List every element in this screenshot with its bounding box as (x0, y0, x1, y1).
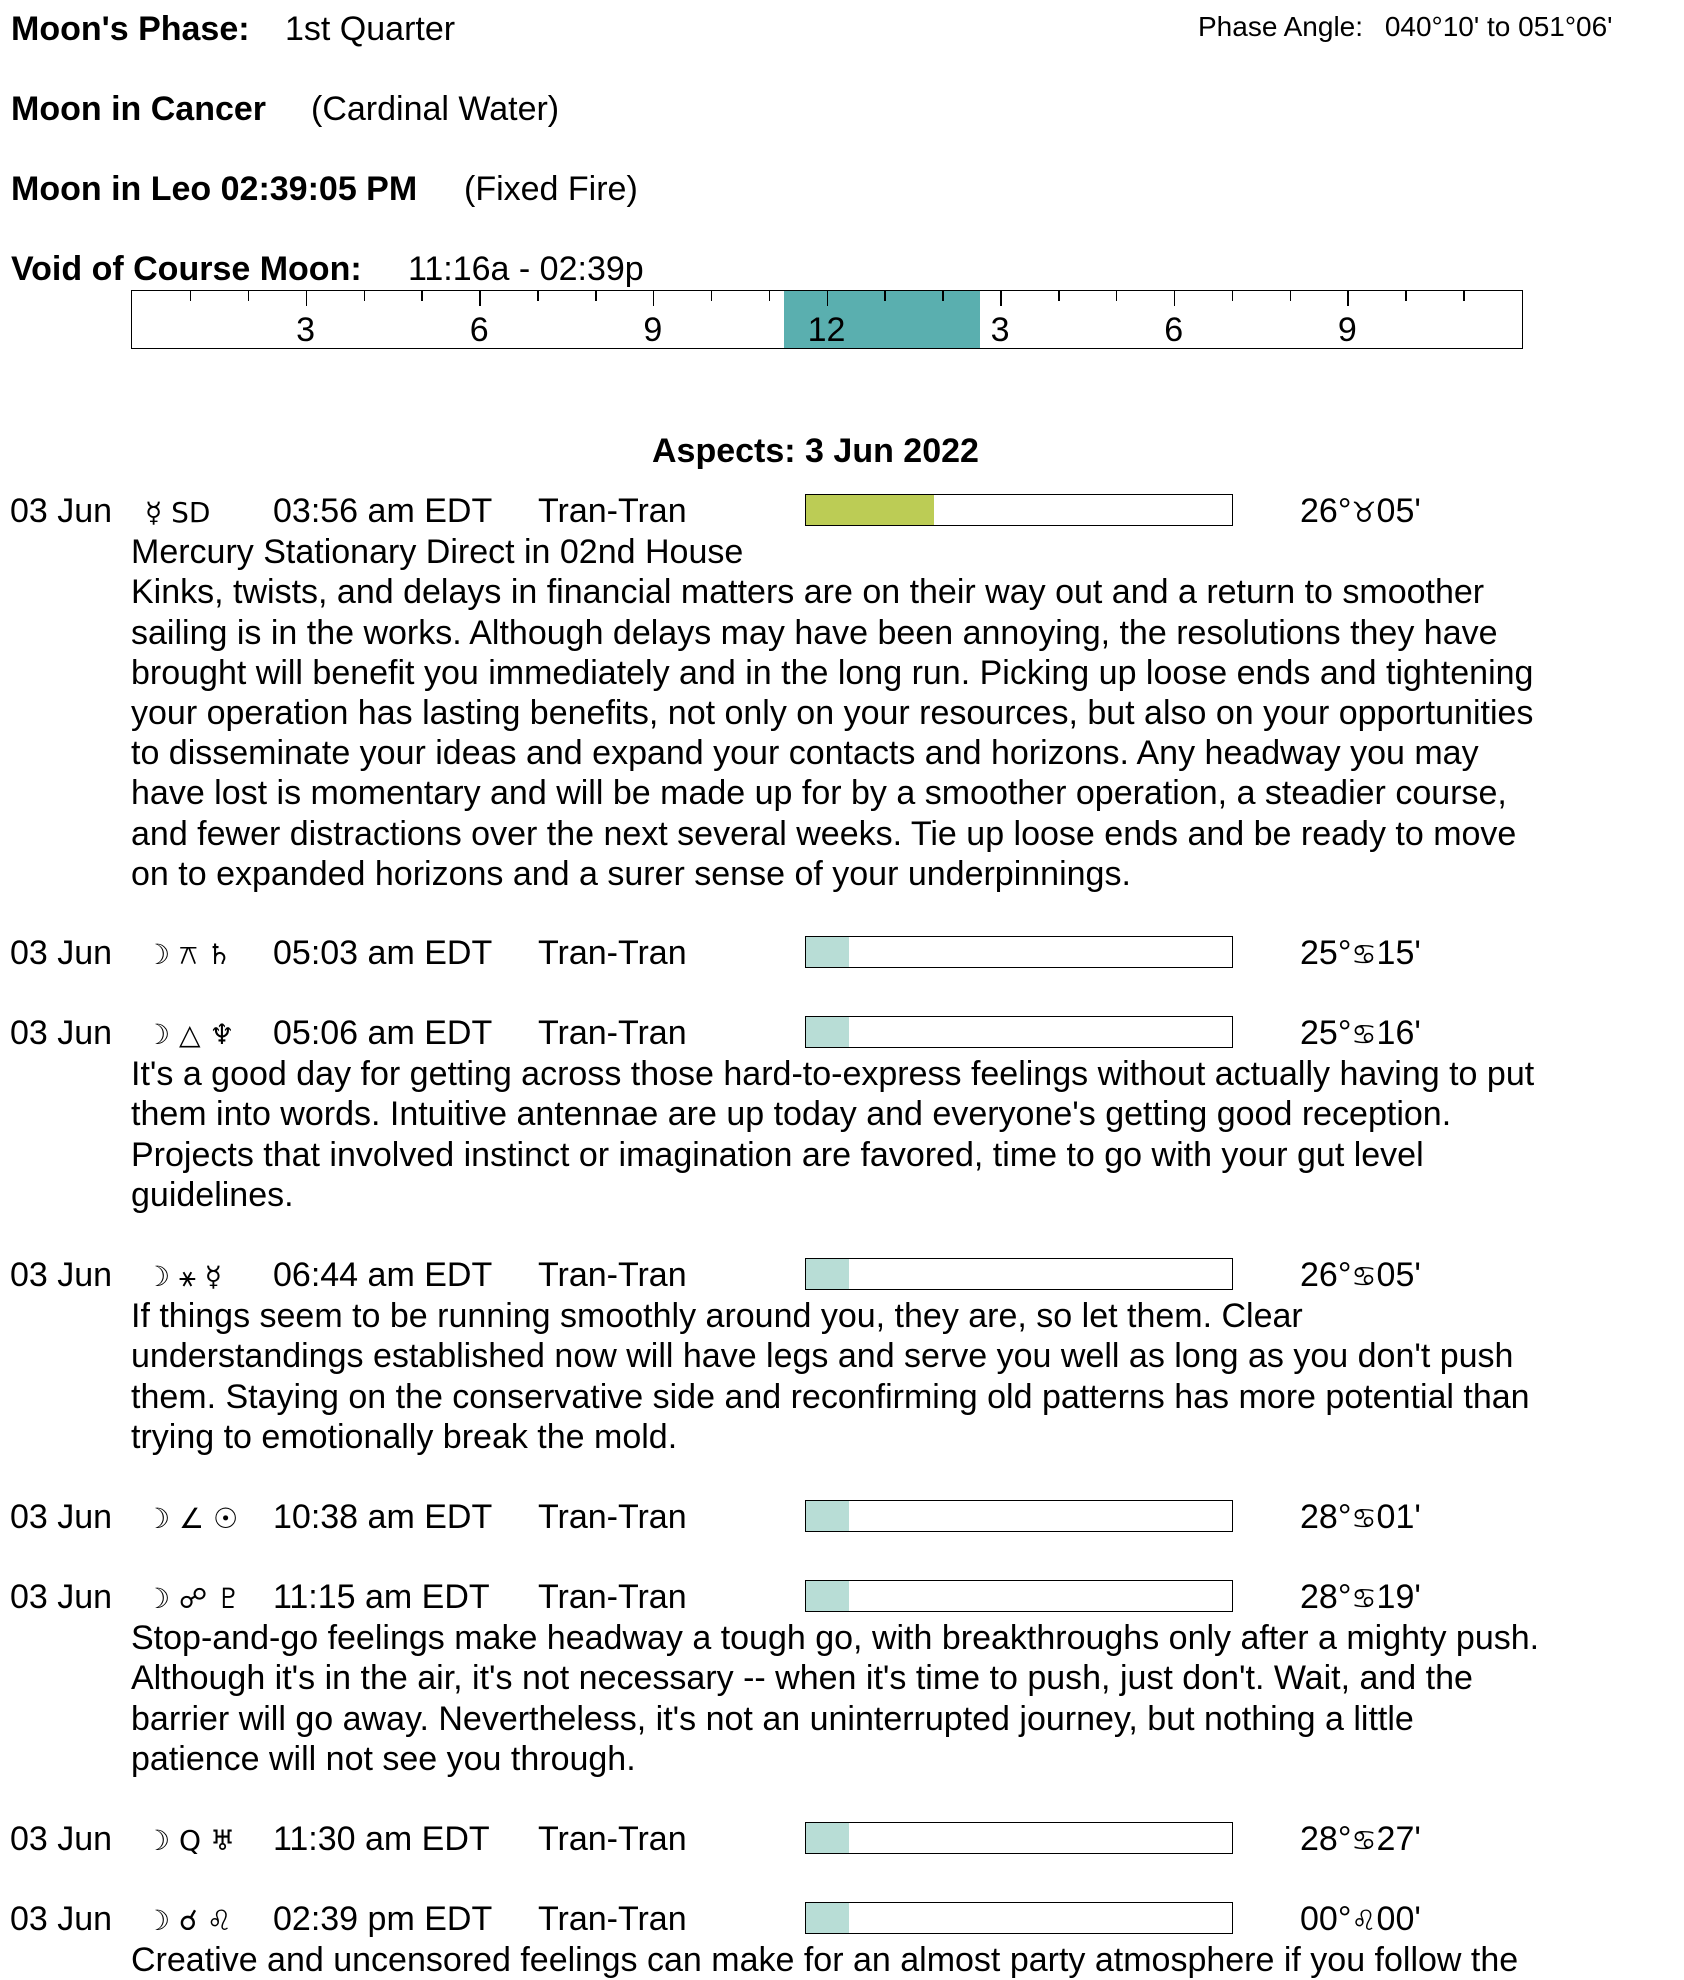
timeline-hour-label: 3 (990, 311, 1010, 349)
aspect-text-line: Creative and uncensored feelings can make for an almost party atmosphere if you follow the (131, 1941, 1519, 1980)
cancer-icon: ♋ (1351, 938, 1377, 971)
aspect-strength-bar (805, 936, 1233, 968)
aspect-text-line: barrier will go away. Nevertheless, it's not an uninterrupted journey, but nothing a little (131, 1699, 1414, 1738)
aspect-description (131, 1296, 1631, 1457)
cancer-icon: ♋ (1351, 1260, 1377, 1293)
cancer-icon: ♋ (1351, 1018, 1377, 1051)
aspect-position (1300, 1900, 1421, 1939)
timeline-hour-label: 3 (296, 311, 316, 349)
position-degrees: 00° (1300, 1900, 1352, 1938)
aspect-strength-fill (806, 1823, 849, 1853)
aspect-entry (0, 1820, 1684, 1860)
timeline-tick (827, 291, 829, 306)
aspect-text-line: understandings established now will have legs and serve you well as long as you don't push (131, 1337, 1514, 1376)
aspect-date: 03 Jun (10, 1014, 113, 1052)
phase-angle-value: 040°10' to 051°06' (1384, 11, 1613, 42)
void-of-course-label: Void of Course Moon: (11, 250, 362, 288)
aspect-time: 03:56 am EDT (273, 492, 493, 530)
aspect-text-line: It's a good day for getting across those hard-to-express feelings without actually having to put (131, 1055, 1535, 1094)
timeline-tick (1232, 291, 1234, 301)
moon-phase-label: Moon's Phase: (11, 10, 250, 48)
aspect-type: Tran-Tran (538, 1578, 687, 1616)
cancer-icon: ♋ (1351, 1582, 1377, 1615)
aspect-time: 05:03 am EDT (273, 934, 493, 972)
aspect-type: Tran-Tran (538, 1014, 687, 1052)
timeline-tick (653, 291, 655, 306)
aspect-entry (0, 1014, 1684, 1214)
aspect-row (0, 1578, 1684, 1618)
aspect-entry (0, 1900, 1684, 1980)
moon-sign-2-value: (Fixed Fire) (464, 170, 638, 208)
timeline-hour-label: 6 (469, 311, 489, 349)
aspect-entry (0, 1578, 1684, 1778)
position-degrees: 26° (1300, 492, 1352, 530)
timeline-tick (479, 291, 481, 306)
aspect-position (1300, 1256, 1421, 1295)
aspect-row (0, 492, 1684, 532)
position-minutes: 16' (1376, 1014, 1421, 1052)
moon-sign-1-label: Moon in Cancer (11, 90, 267, 128)
aspect-date: 03 Jun (10, 934, 113, 972)
aspect-row (0, 1498, 1684, 1538)
aspect-glyphs: ☽ ☌ ♌ (145, 1904, 232, 1937)
aspect-position (1300, 1498, 1421, 1537)
aspect-headline: Mercury Stationary Direct in 02nd House (131, 533, 744, 572)
timeline-tick (364, 291, 366, 301)
aspect-date: 03 Jun (10, 1900, 113, 1938)
position-minutes: 27' (1376, 1820, 1421, 1858)
aspect-strength-fill (806, 1581, 849, 1611)
aspect-strength-bar (805, 1258, 1233, 1290)
aspect-strength-bar (805, 494, 1233, 526)
aspect-entry (0, 934, 1684, 974)
aspect-glyphs: ☽ ☍ ♇ (145, 1582, 242, 1615)
timeline-tick (1116, 291, 1118, 301)
aspect-row (0, 1014, 1684, 1054)
aspect-type: Tran-Tran (538, 1256, 687, 1294)
timeline-tick (1000, 291, 1002, 306)
timeline-tick (1174, 291, 1176, 306)
timeline-tick (421, 291, 423, 301)
aspect-text-line: them. Staying on the conservative side and reconfirming old patterns has more potential than (131, 1377, 1530, 1416)
aspect-text-line: Projects that involved instinct or imagination are favored, time to go with your gut level (131, 1135, 1424, 1174)
aspect-strength-fill (806, 1259, 849, 1289)
aspect-time: 05:06 am EDT (273, 1014, 493, 1052)
aspect-strength-bar (805, 1580, 1233, 1612)
aspect-strength-fill (806, 937, 849, 967)
timeline-hour-label: 6 (1164, 311, 1184, 349)
position-minutes: 05' (1376, 492, 1421, 530)
position-degrees: 28° (1300, 1498, 1352, 1536)
aspect-time: 10:38 am EDT (273, 1498, 493, 1536)
aspect-position (1300, 1820, 1421, 1859)
aspect-text-line: them into words. Intuitive antennae are up today and everyone's getting good reception. (131, 1095, 1452, 1134)
taurus-icon: ♉ (1351, 496, 1377, 529)
aspect-row (0, 1820, 1684, 1860)
timeline-tick (1347, 291, 1349, 306)
leo-icon: ♌ (1351, 1904, 1377, 1937)
void-of-course-value: 11:16a - 02:39p (408, 250, 644, 288)
aspect-position (1300, 1014, 1421, 1053)
aspect-text-line: on to expanded horizons and a surer sense of your underpinnings. (131, 854, 1131, 893)
aspect-glyphs: ☽ △ ♆ (145, 1018, 235, 1051)
timeline-tick (769, 291, 771, 301)
aspect-type: Tran-Tran (538, 492, 687, 530)
aspect-description (131, 1618, 1631, 1779)
aspect-strength-fill (806, 1501, 849, 1531)
aspect-row (0, 1256, 1684, 1296)
aspect-text-line: Stop-and-go feelings make headway a tough go, with breakthroughs only after a mighty push. (131, 1619, 1540, 1658)
timeline-tick (248, 291, 250, 301)
aspect-strength-bar (805, 1902, 1233, 1934)
aspect-position (1300, 492, 1421, 531)
aspect-time: 11:30 am EDT (273, 1820, 490, 1858)
aspect-glyphs: ☿ SD (145, 496, 211, 529)
aspect-type: Tran-Tran (538, 934, 687, 972)
position-minutes: 19' (1376, 1578, 1421, 1616)
position-degrees: 28° (1300, 1578, 1352, 1616)
cancer-icon: ♋ (1351, 1502, 1377, 1535)
moon-sign-1-value: (Cardinal Water) (311, 90, 560, 128)
timeline-tick (1405, 291, 1407, 301)
aspect-text-line: trying to emotionally break the mold. (131, 1417, 678, 1456)
aspect-time: 11:15 am EDT (273, 1578, 490, 1616)
aspect-date: 03 Jun (10, 492, 113, 530)
aspect-position (1300, 1578, 1421, 1617)
timeline-tick (711, 291, 713, 301)
moon-phase-value: 1st Quarter (285, 10, 456, 48)
phase-angle-label: Phase Angle: (1198, 11, 1364, 42)
aspect-date: 03 Jun (10, 1820, 113, 1858)
aspect-glyphs: ☽ ∠ ☉ (145, 1502, 239, 1535)
aspect-strength-fill (806, 1017, 849, 1047)
timeline-hour-label: 12 (807, 311, 846, 349)
cancer-icon: ♋ (1351, 1824, 1377, 1857)
aspect-text-line: have lost is momentary and will be made up for by a smoother operation, a steadier course, (131, 774, 1507, 813)
aspect-text-line: Kinks, twists, and delays in financial matters are on their way out and a return to smoother (131, 573, 1485, 612)
position-minutes: 05' (1376, 1256, 1421, 1294)
timeline-tick (595, 291, 597, 301)
position-minutes: 00' (1376, 1900, 1421, 1938)
timeline-tick (942, 291, 944, 301)
aspect-time: 06:44 am EDT (273, 1256, 493, 1294)
timeline-tick (884, 291, 886, 301)
aspect-glyphs: ☽ ⚻ ♄ (145, 938, 232, 971)
aspect-type: Tran-Tran (538, 1900, 687, 1938)
aspect-description (131, 1054, 1631, 1215)
timeline-tick (1463, 291, 1465, 301)
timeline-tick (306, 291, 308, 306)
aspect-type: Tran-Tran (538, 1498, 687, 1536)
position-degrees: 25° (1300, 1014, 1352, 1052)
timeline-tick (1058, 291, 1060, 301)
aspect-text-line: If things seem to be running smoothly around you, they are, so let them. Clear (131, 1297, 1303, 1336)
position-degrees: 28° (1300, 1820, 1352, 1858)
aspect-row (0, 934, 1684, 974)
aspect-date: 03 Jun (10, 1578, 113, 1616)
aspect-glyphs: ☽ ⚹ ☿ (145, 1260, 222, 1293)
position-degrees: 25° (1300, 934, 1352, 972)
phase-angle (1198, 11, 1613, 43)
moon-sign-2-label: Moon in Leo 02:39:05 PM (11, 170, 418, 208)
aspect-date: 03 Jun (10, 1256, 113, 1294)
aspect-text-line: sailing is in the works. Although delays may have been annoying, the resolutions they have (131, 613, 1498, 652)
aspects-title: Aspects: 3 Jun 2022 (652, 432, 979, 470)
aspect-text-line: and fewer distractions over the next several weeks. Tie up loose ends and be ready to move (131, 814, 1517, 853)
aspect-position (1300, 934, 1421, 973)
aspect-text-line: to disseminate your ideas and expand your contacts and horizons. Any headway you may (131, 734, 1479, 773)
aspect-text-line: brought will benefit you immediately and in the long run. Picking up loose ends and tightening (131, 653, 1534, 692)
aspect-text-line: patience will not see you through. (131, 1739, 636, 1778)
timeline-hour-label: 9 (643, 311, 663, 349)
aspect-strength-bar (805, 1822, 1233, 1854)
aspect-description (131, 1940, 1631, 1980)
aspect-time: 02:39 pm EDT (273, 1900, 493, 1938)
aspect-strength-fill (806, 1903, 849, 1933)
timeline-tick (190, 291, 192, 301)
aspect-entry (0, 1256, 1684, 1456)
timeline-tick (537, 291, 539, 301)
aspect-glyphs: ☽ Q ♅ (145, 1824, 236, 1857)
aspect-text-line: guidelines. (131, 1175, 294, 1214)
timeline-tick (1290, 291, 1292, 301)
aspect-description (131, 532, 1631, 894)
aspect-strength-fill (806, 495, 934, 525)
void-of-course-timeline (131, 290, 1523, 349)
position-minutes: 15' (1376, 934, 1421, 972)
aspect-text-line: Although it's in the air, it's not necessary -- when it's time to push, just don't. Wait, and the (131, 1659, 1473, 1698)
aspect-entry (0, 1498, 1684, 1538)
aspect-text-line: your operation has lasting benefits, not only on your resources, but also on your opportunities (131, 694, 1534, 732)
aspect-type: Tran-Tran (538, 1820, 687, 1858)
timeline-hour-label: 9 (1337, 311, 1357, 349)
aspect-entry (0, 492, 1684, 893)
position-degrees: 26° (1300, 1256, 1352, 1294)
aspect-date: 03 Jun (10, 1498, 113, 1536)
aspect-strength-bar (805, 1016, 1233, 1048)
aspect-row (0, 1900, 1684, 1940)
position-minutes: 01' (1376, 1498, 1421, 1536)
aspect-strength-bar (805, 1500, 1233, 1532)
